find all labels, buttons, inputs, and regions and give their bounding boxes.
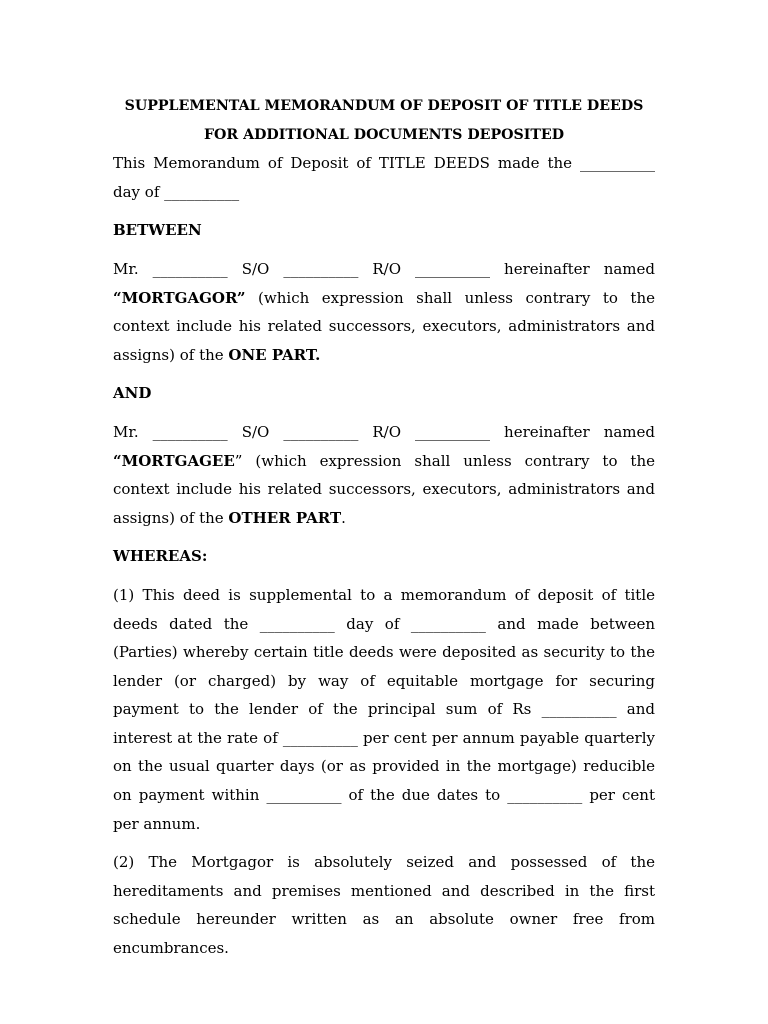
mortgagee-paragraph: [113, 418, 655, 532]
party2-end: .: [341, 508, 346, 527]
title-line-2: FOR ADDITIONAL DOCUMENTS DEPOSITED: [203, 126, 565, 143]
party2-prefix: Mr. __________ S/O __________ R/O __________ hereinafter named: [113, 422, 655, 441]
whereas-heading: WHEREAS:: [113, 547, 208, 566]
clause-1: (1) This deed is supplemental to a memorandum of deposit of title deeds dated the __________ day of __________ and made between (Parties) whereby certain title deeds were deposited as security to the lender (or charged) by way of equitable mortgage for securing payment to the lender of the principal sum of Rs __________ and interest at the rate of __________ per cent per annum payable quarterly on the usual quarter days (or as provided in the mortgage) reducible on payment within __________ of the due dates to __________ per cent per annum.: [113, 585, 655, 833]
clause-2: (2) The Mortgagor is absolutely seized and possessed of the hereditaments and premises mentioned and described in the first schedule hereunder written as an absolute owner free from encumbrances.: [113, 853, 655, 958]
document-page: [113, 92, 655, 973]
document-title: [113, 92, 655, 149]
intro-paragraph: This Memorandum of Deposit of TITLE DEEDS made the __________ day of __________: [113, 154, 655, 201]
other-part-label: OTHER PART: [228, 508, 342, 527]
mortgagor-label: “MORTGAGOR”: [113, 288, 246, 307]
between-heading: BETWEEN: [113, 221, 202, 240]
and-heading: AND: [113, 384, 152, 403]
party2-middle: (which expression shall unless contrary to the context include his related successors, executors, administrators and assigns) of the: [113, 451, 655, 527]
mortgagee-label: “MORTGAGEE: [113, 451, 235, 470]
party1-prefix: Mr. __________ S/O __________ R/O __________ hereinafter named: [113, 259, 655, 278]
mortgagor-paragraph: [113, 255, 655, 369]
mortgagee-close-quote: ”: [234, 451, 243, 470]
party1-middle: (which expression shall unless contrary to the context include his related successors, executors, administrators and assigns) of the: [113, 288, 655, 364]
one-part-label: ONE PART.: [228, 345, 321, 364]
title-line-1: SUPPLEMENTAL MEMORANDUM OF DEPOSIT OF TITLE DEEDS: [124, 98, 644, 114]
